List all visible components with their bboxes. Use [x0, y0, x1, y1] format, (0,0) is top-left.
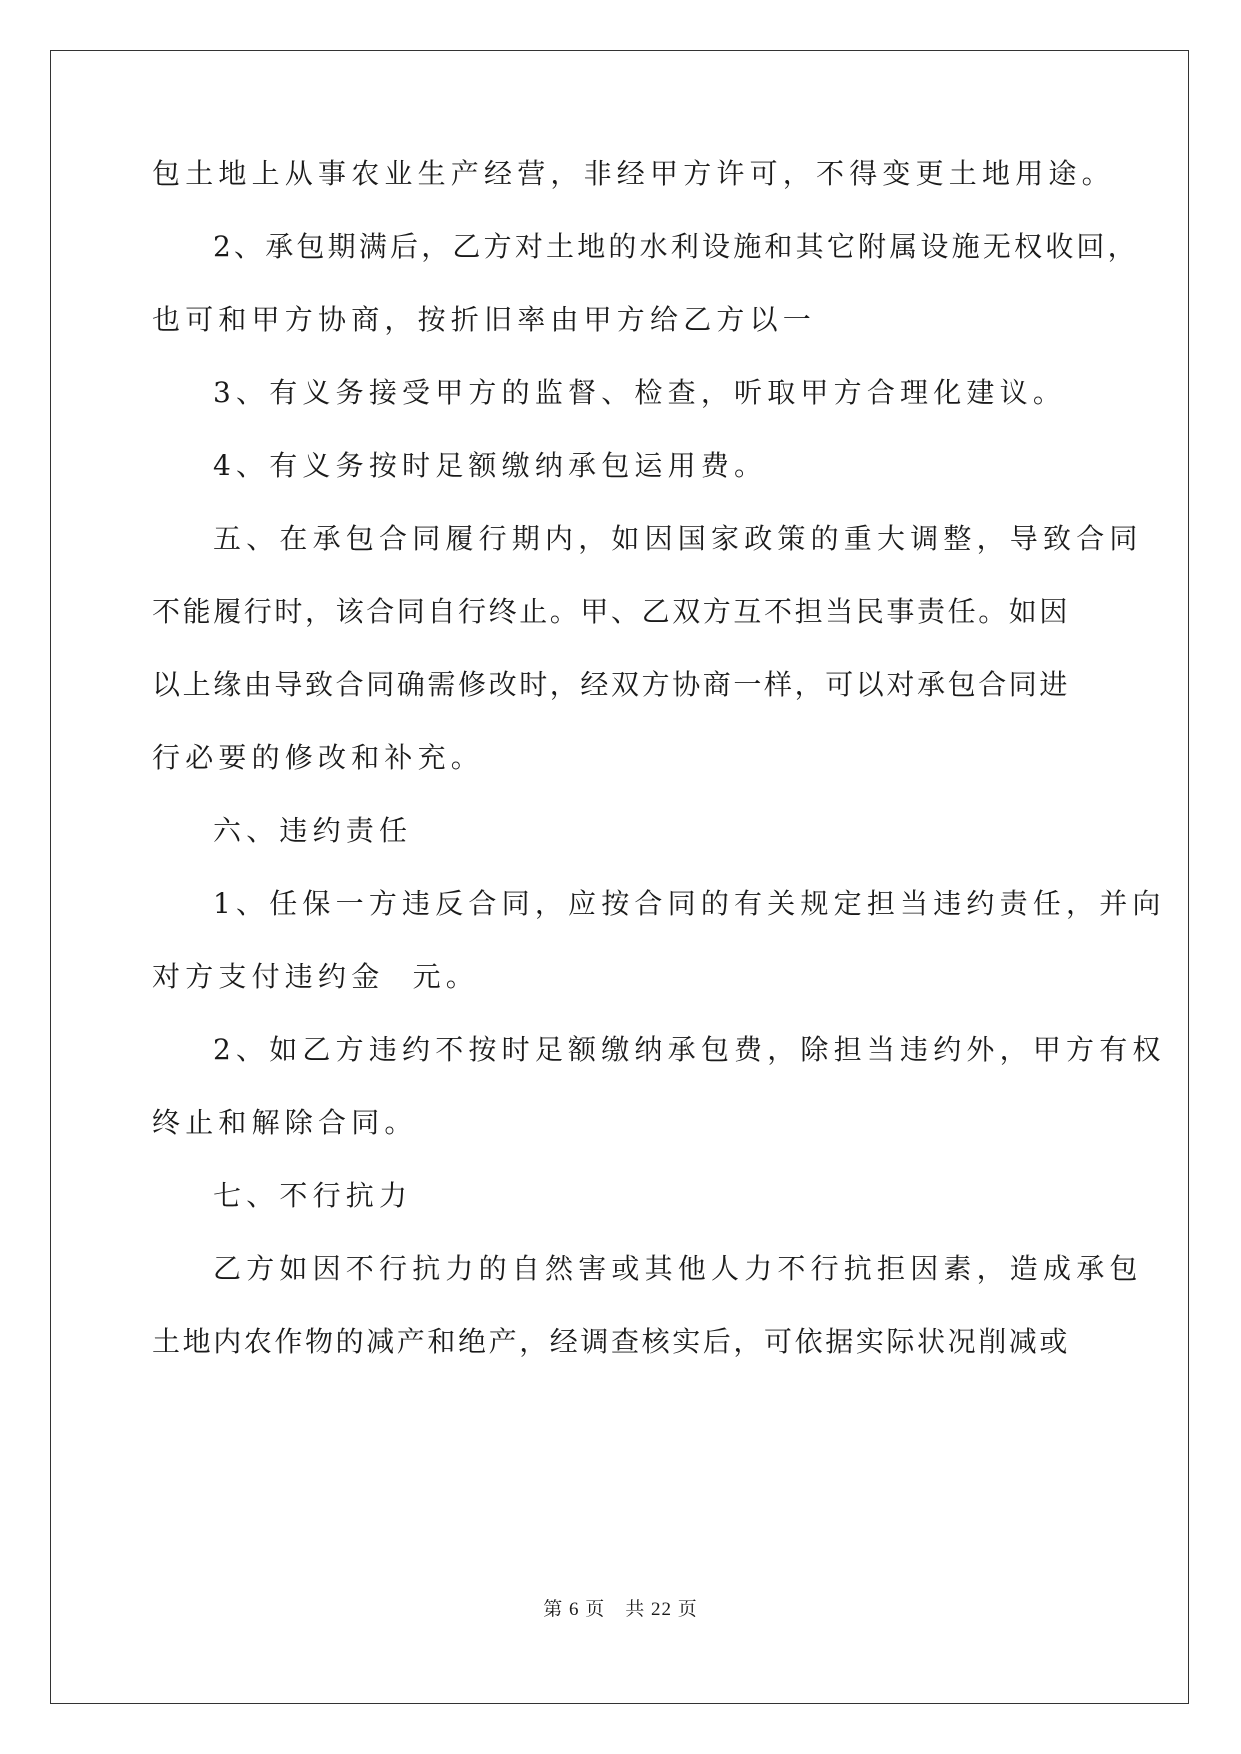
- section-heading: 六、违约责任: [213, 814, 413, 847]
- text-line: 乙方如因不行抗力的自然害或其他人力不行抗拒因素，造成承包: [213, 1252, 1143, 1285]
- text-line: 1、任保一方违反合同，应按合同的有关规定担当违约责任，并向: [213, 887, 1166, 920]
- text-line: 终止和解除合同。: [152, 1106, 418, 1139]
- text-line: 2、承包期满后，乙方对土地的水利设施和其它附属设施无权收回，: [213, 230, 1139, 263]
- page-footer: [0, 1598, 1241, 1622]
- text-line: 3、有义务接受甲方的监督、检查，听取甲方合理化建议。: [213, 376, 1067, 409]
- text-line: 不能履行时，该合同自行终止。甲、乙双方互不担当民事责任。如因: [152, 595, 1071, 628]
- page-total: 共 22 页: [625, 1599, 698, 1620]
- page-number: 第 6 页: [543, 1599, 606, 1620]
- text-line: 也可和甲方协商，按折旧率由甲方给乙方以一: [152, 303, 817, 336]
- text-line: 2、如乙方违约不按时足额缴纳承包费，除担当违约外，甲方有权: [213, 1033, 1166, 1066]
- text-line: 行必要的修改和补充。: [152, 741, 485, 774]
- text-line: 包土地上从事农业生产经营，非经甲方许可，不得变更土地用途。: [152, 157, 1115, 190]
- section-heading: 七、不行抗力: [213, 1179, 413, 1212]
- text-line: 对方支付违约金 元。: [152, 960, 480, 993]
- text-line: 4、有义务按时足额缴纳承包运用费。: [213, 449, 768, 482]
- text-line: 以上缘由导致合同确需修改时，经双方协商一样，可以对承包合同进: [152, 668, 1071, 701]
- text-line: 五、在承包合同履行期内，如因国家政策的重大调整，导致合同: [213, 522, 1143, 555]
- text-line: 土地内农作物的减产和绝产，经调查核实后，可依据实际状况削减或: [152, 1325, 1071, 1358]
- page-border: [50, 50, 1189, 1704]
